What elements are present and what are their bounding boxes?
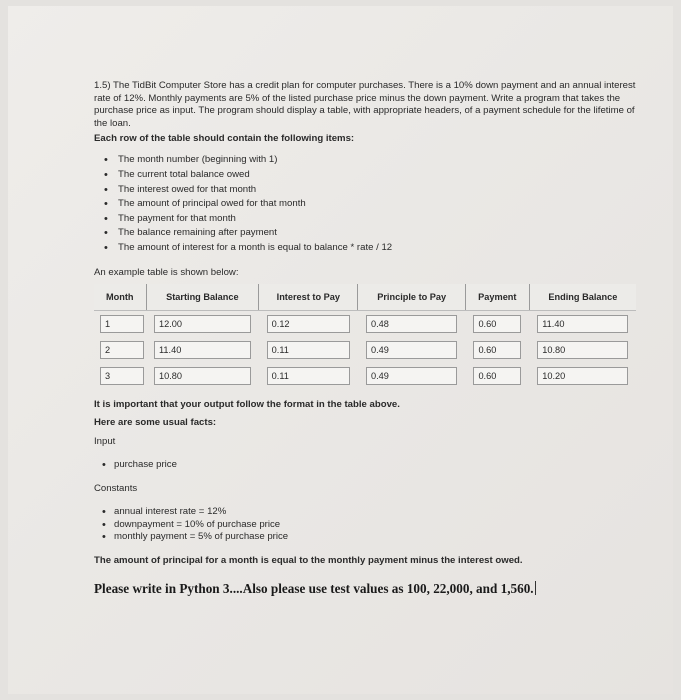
cell-payment: 0.60 — [473, 341, 521, 359]
header-month: Month — [94, 284, 146, 311]
example-label: An example table is shown below: — [94, 266, 239, 278]
problem-content — [94, 80, 639, 598]
list-item: • annual interest rate = 12% — [102, 506, 639, 519]
list-item: • downpayment = 10% of purchase price — [102, 519, 639, 532]
header-payment: Payment — [465, 284, 529, 311]
cell-starting-balance: 10.80 — [154, 367, 251, 385]
list-item: • The payment for that month — [104, 212, 639, 227]
header-ending-balance: Ending Balance — [529, 284, 636, 311]
row-items-list — [104, 153, 639, 255]
document-page — [8, 6, 673, 694]
input-list — [102, 459, 639, 472]
cell-month: 3 — [100, 367, 144, 385]
cell-ending-balance: 11.40 — [537, 315, 628, 333]
text-caret — [535, 581, 536, 595]
request-text-content: Please write in Python 3....Also please use test values as 100, 22,000, and 1,560. — [94, 580, 534, 596]
cell-interest: 0.11 — [267, 341, 350, 359]
list-item: • The interest owed for that month — [104, 183, 639, 198]
cell-month: 2 — [100, 341, 144, 359]
request-text — [94, 580, 639, 598]
cell-starting-balance: 12.00 — [154, 315, 251, 333]
cell-ending-balance: 10.80 — [537, 341, 628, 359]
list-item: • The amount of principal owed for that month — [104, 197, 639, 212]
cell-principle: 0.49 — [366, 341, 457, 359]
principal-note: The amount of principal for a month is equal to the monthly payment minus the interest owed. — [94, 554, 523, 566]
header-interest: Interest to Pay — [259, 284, 358, 311]
format-note: It is important that your output follow the format in the table above. — [94, 398, 400, 410]
cell-principle: 0.49 — [366, 367, 457, 385]
list-item: • The current total balance owed — [104, 168, 639, 183]
cell-starting-balance: 11.40 — [154, 341, 251, 359]
list-item: • monthly payment = 5% of purchase price — [102, 531, 639, 544]
table-row — [94, 363, 636, 389]
header-principle: Principle to Pay — [358, 284, 465, 311]
table-row — [94, 310, 636, 337]
constants-list — [102, 506, 639, 544]
cell-interest: 0.12 — [267, 315, 350, 333]
list-item: • The amount of interest for a month is equal to balance * rate / 12 — [104, 241, 639, 256]
list-item: • purchase price — [102, 459, 639, 472]
problem-intro: 1.5) The TidBit Computer Store has a credit plan for computer purchases. There is a 10% down payment and an annual interest rate of 12%. Monthly payments are 5% of the listed purchase price minus the down payment. Write a program that takes the purchase price as input. The program should display a table, with appropriate headers, of a payment schedule for the lifetime of the loan. — [94, 80, 636, 129]
table-row — [94, 337, 636, 363]
cell-interest: 0.11 — [267, 367, 350, 385]
cell-ending-balance: 10.20 — [537, 367, 628, 385]
header-starting-balance: Starting Balance — [146, 284, 259, 311]
cell-payment: 0.60 — [473, 367, 521, 385]
payment-schedule-table — [94, 284, 636, 389]
items-title: Each row of the table should contain the following items: — [94, 133, 355, 145]
list-item: • The month number (beginning with 1) — [104, 153, 639, 168]
cell-payment: 0.60 — [473, 315, 521, 333]
list-item: • The balance remaining after payment — [104, 226, 639, 241]
table-header-row — [94, 284, 636, 311]
cell-month: 1 — [100, 315, 144, 333]
facts-label: Here are some usual facts: — [94, 416, 217, 428]
cell-principle: 0.48 — [366, 315, 457, 333]
input-label: Input — [94, 435, 116, 447]
constants-label: Constants — [94, 483, 138, 495]
